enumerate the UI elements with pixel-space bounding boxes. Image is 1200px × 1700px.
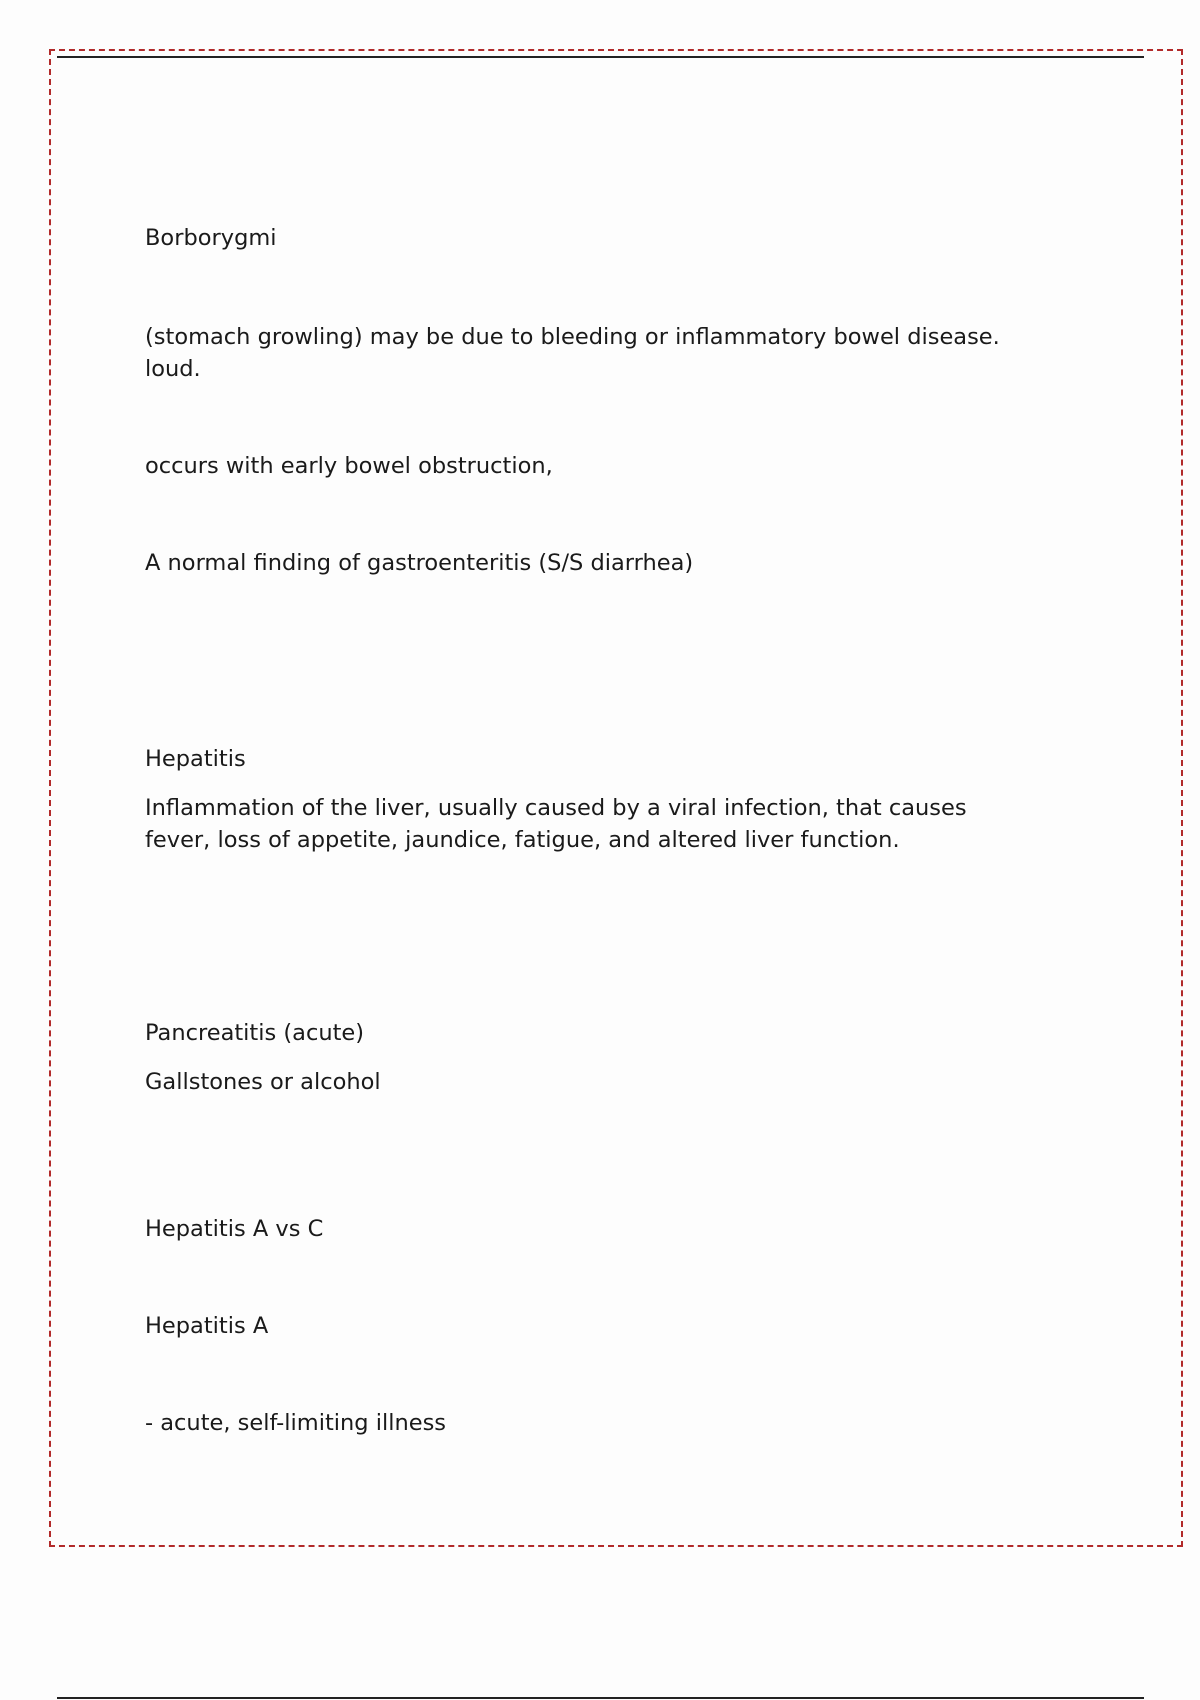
definition-hepatitis-line2: fever, loss of appetite, jaundice, fatigue, and altered liver function. xyxy=(145,827,900,853)
term-borborygmi: Borborygmi xyxy=(145,225,277,251)
heading-hepatitis-a: Hepatitis A xyxy=(145,1313,269,1339)
term-pancreatitis: Pancreatitis (acute) xyxy=(145,1020,365,1046)
term-hepatitis: Hepatitis xyxy=(145,746,246,772)
definition-hepatitis-line1: Inflammation of the liver, usually caused by a viral infection, that causes xyxy=(145,795,967,821)
note-bowel-obstruction: occurs with early bowel obstruction, xyxy=(145,453,553,479)
definition-borborygmi-line2: loud. xyxy=(145,356,201,382)
term-hepatitis-a-vs-c: Hepatitis A vs C xyxy=(145,1216,324,1242)
bottom-rule xyxy=(57,1697,1144,1699)
note-gastroenteritis: A normal finding of gastroenteritis (S/S diarrhea) xyxy=(145,550,694,576)
detail-hepatitis-a: - acute, self-limiting illness xyxy=(145,1410,447,1436)
definition-borborygmi-line1: (stomach growling) may be due to bleeding or inflammatory bowel disease. xyxy=(145,324,1000,350)
definition-pancreatitis: Gallstones or alcohol xyxy=(145,1069,381,1095)
